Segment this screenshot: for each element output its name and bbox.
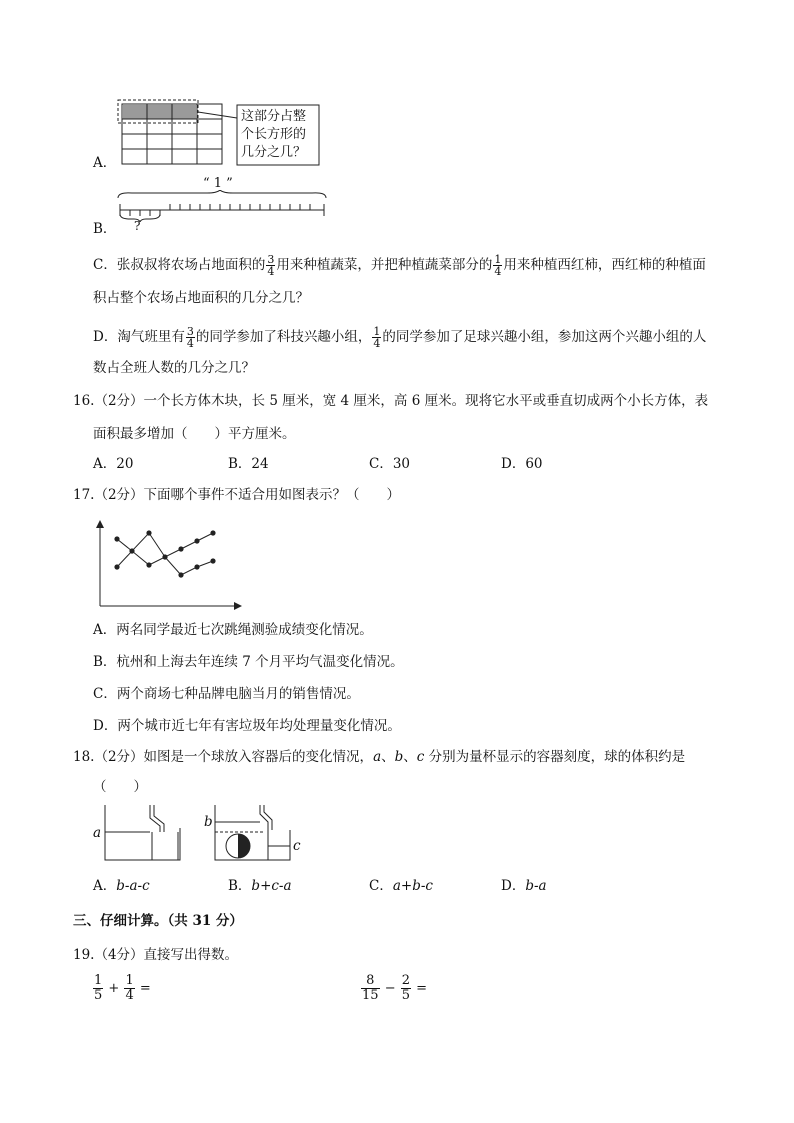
- numerator: 1: [94, 973, 103, 988]
- fraction: [361, 974, 380, 1003]
- option-label: C．: [369, 878, 393, 894]
- q15-number-line: [112, 190, 332, 222]
- text: 分别为量杯显示的容器刻度，球的体积约是: [424, 749, 686, 765]
- q19-expression-1: [92, 974, 151, 1003]
- q18-line1: [73, 747, 685, 767]
- q19-expression-2: [360, 974, 427, 1003]
- text: D．淘气班里有: [93, 329, 185, 345]
- denominator: 4: [267, 265, 275, 278]
- option-label: A．: [93, 878, 117, 894]
- numerator: 1: [373, 325, 381, 338]
- fraction: [93, 974, 103, 1003]
- option-expr: b+c-a: [251, 878, 292, 894]
- q16-option-c: C．30: [369, 456, 411, 472]
- q18-option-a: [93, 876, 150, 896]
- q15-b-top-label: “ 1 ”: [203, 176, 233, 191]
- fraction: [493, 254, 502, 277]
- callout-line: 几分之几？: [241, 145, 307, 160]
- fraction: [372, 326, 381, 349]
- text: 用来种植西红柿，西红柿的种植面: [503, 257, 706, 273]
- var-a: a: [373, 749, 382, 765]
- text: 18.（2分）如图是一个球放入容器后的变化情况，: [73, 749, 374, 765]
- numerator: 3: [267, 253, 275, 266]
- q18-line2: （ ）: [93, 779, 147, 795]
- option-expr: b-a-c: [116, 878, 150, 894]
- q16-option-b: B．24: [228, 456, 269, 472]
- numerator: 8: [361, 974, 380, 989]
- q18-container-figure: [90, 800, 310, 866]
- denominator: 5: [401, 988, 411, 1003]
- q17-option-d: D．两个城市近七年有害垃圾年均处理量变化情况。: [93, 718, 401, 734]
- fraction: [266, 254, 275, 277]
- numerator: 1: [125, 973, 134, 988]
- q19-line1: 19.（4分）直接写出得数。: [73, 947, 239, 963]
- option-expr: b-a: [525, 878, 547, 894]
- numerator: 1: [494, 253, 502, 266]
- q17-option-b: B．杭州和上海去年连续 7 个月平均气温变化情况。: [93, 654, 404, 670]
- q18-fig-label-c: c: [293, 838, 301, 854]
- denominator: 4: [494, 265, 502, 278]
- numerator: 3: [186, 325, 194, 338]
- q16-option-d: D．60: [501, 456, 543, 472]
- q17-option-c: C．两个商场七种品牌电脑当月的销售情况。: [93, 686, 360, 702]
- equals-sign: =: [416, 981, 428, 996]
- var-c: c: [416, 749, 425, 765]
- operator: +: [108, 981, 120, 996]
- q16-line2: 面积最多增加（ ）平方厘米。: [93, 426, 296, 442]
- q17-line1: 17.（2分）下面哪个事件不适合用如图表示？（ ）: [73, 487, 401, 503]
- option-label: D．: [501, 878, 526, 894]
- denominator: 5: [94, 988, 103, 1003]
- var-b: b: [394, 749, 404, 765]
- fraction: [124, 974, 134, 1003]
- operator: −: [384, 981, 396, 996]
- q17-line-chart-figure: [92, 520, 244, 612]
- q17-option-a: A．两名同学最近七次跳绳测验成绩变化情况。: [93, 622, 373, 638]
- q15-option-d-line1: [93, 326, 706, 349]
- q16-line1: 16.（2分）一个长方体木块，长 5 厘米，宽 4 厘米，高 6 厘米。现将它水平或垂直切成两个小长方体，表: [73, 393, 709, 409]
- q15-option-c-line2: 积占整个农场占地面积的几分之几？: [93, 290, 309, 306]
- denominator: 4: [125, 988, 134, 1003]
- denominator: 4: [186, 337, 194, 350]
- q16-option-a: A．20: [93, 456, 134, 472]
- q15-option-d-line2: 数占全班人数的几分之几？: [93, 360, 255, 376]
- q18-option-b: [228, 876, 292, 896]
- text: 用来种植蔬菜，并把种植蔬菜部分的: [276, 257, 493, 273]
- section-3-title: 三、仔细计算。（共 31 分）: [73, 913, 243, 929]
- q15-option-b-label: B．: [93, 221, 117, 237]
- text: 的同学参加了足球兴趣小组，参加这两个兴趣小组的人: [382, 329, 707, 345]
- q18-fig-label-a: a: [93, 825, 102, 841]
- denominator: 15: [362, 988, 379, 1003]
- text: 、: [403, 749, 417, 765]
- q18-option-d: [501, 876, 547, 896]
- q18-option-c: [369, 876, 433, 896]
- fraction: [186, 326, 195, 349]
- q15-option-a-label: A．: [93, 155, 117, 171]
- option-expr: a+b-c: [392, 878, 433, 894]
- callout-line: 这部分占整: [241, 109, 307, 124]
- callout-line: 个长方形的: [241, 127, 307, 142]
- text: 的同学参加了科技兴趣小组，: [195, 329, 372, 345]
- text: 、: [381, 749, 395, 765]
- q15-option-c-line1: [93, 254, 706, 277]
- text: C．张叔叔将农场占地面积的: [93, 257, 266, 273]
- fraction: [401, 974, 411, 1003]
- denominator: 4: [373, 337, 381, 350]
- q15-callout-text: [241, 108, 306, 162]
- equals-sign: =: [139, 981, 151, 996]
- q15-b-question-mark: ?: [134, 219, 141, 233]
- option-label: B．: [228, 878, 252, 894]
- numerator: 2: [401, 973, 411, 988]
- q18-fig-label-b: b: [204, 814, 213, 830]
